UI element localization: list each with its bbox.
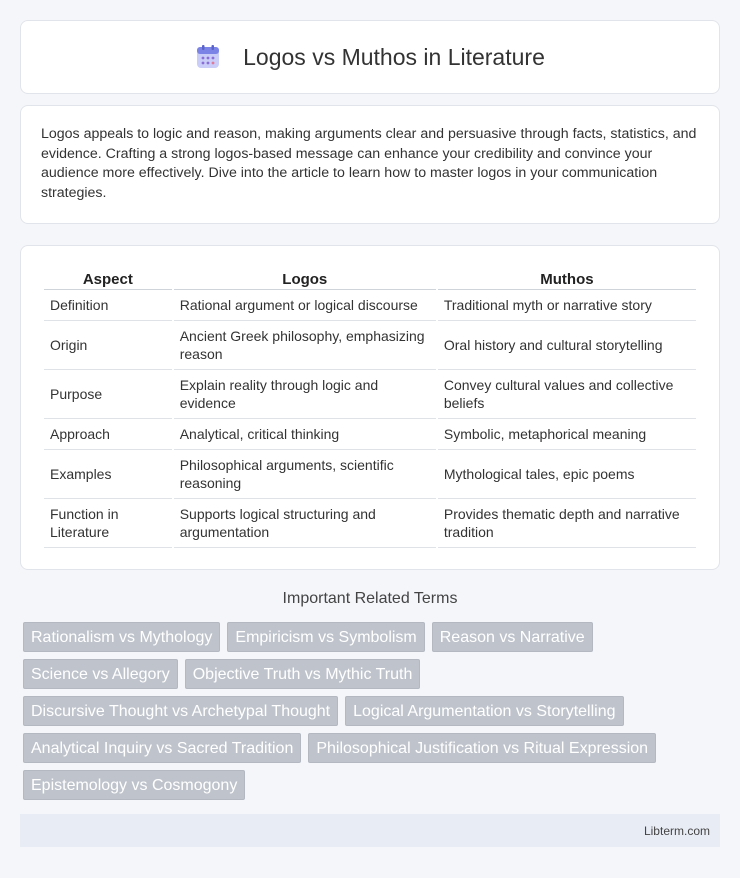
related-term-tag[interactable]: Philosophical Justification vs Ritual Expression: [308, 733, 656, 763]
cell-aspect: Approach: [44, 419, 172, 450]
cell-logos: Ancient Greek philosophy, emphasizing reason: [174, 321, 436, 370]
table-row: [44, 290, 696, 321]
table-row: [44, 419, 696, 450]
cell-logos: Philosophical arguments, scientific reasoning: [174, 450, 436, 499]
comparison-table-card: [20, 245, 720, 570]
cell-muthos: Traditional myth or narrative story: [438, 290, 696, 321]
related-terms-list: [23, 622, 723, 800]
table-row: [44, 370, 696, 419]
intro-text: Logos appeals to logic and reason, making arguments clear and persuasive through facts, statistics, and evidence. Crafting a strong logos-based message can enhance your credibility and convince your audience more effectively. Dive into the article to learn how to master logos in your communication strategies.: [41, 126, 697, 201]
table-header-row: [44, 268, 696, 290]
intro-card: [20, 105, 720, 224]
cell-muthos: Mythological tales, epic poems: [438, 450, 696, 499]
related-term-tag[interactable]: Epistemology vs Cosmogony: [23, 770, 245, 800]
footer-brand-link[interactable]: Libterm.com: [643, 823, 710, 838]
related-term-tag[interactable]: Discursive Thought vs Archetypal Thought: [23, 696, 338, 726]
table-row: [44, 499, 696, 548]
cell-logos: Supports logical structuring and argumentation: [174, 499, 436, 548]
related-term-tag[interactable]: Reason vs Narrative: [432, 622, 593, 652]
comparison-table: [42, 268, 698, 548]
cell-aspect: Origin: [44, 321, 172, 370]
cell-aspect: Function in Literature: [44, 499, 172, 548]
cell-muthos: Symbolic, metaphorical meaning: [438, 419, 696, 450]
related-term-tag[interactable]: Analytical Inquiry vs Sacred Tradition: [23, 733, 301, 763]
header-aspect: Aspect: [44, 268, 172, 290]
cell-muthos: Provides thematic depth and narrative tradition: [438, 499, 696, 548]
cell-muthos: Oral history and cultural storytelling: [438, 321, 696, 370]
cell-muthos: Convey cultural values and collective beliefs: [438, 370, 696, 419]
related-term-tag[interactable]: Science vs Allegory: [23, 659, 178, 689]
related-term-tag[interactable]: Empiricism vs Symbolism: [227, 622, 424, 652]
related-terms-title: Important Related Terms: [282, 590, 458, 607]
related-term-tag[interactable]: Objective Truth vs Mythic Truth: [185, 659, 421, 689]
cell-logos: Rational argument or logical discourse: [174, 290, 436, 321]
calendar-icon: [195, 44, 221, 70]
table-row: [44, 321, 696, 370]
cell-aspect: Definition: [44, 290, 172, 321]
cell-logos: Explain reality through logic and evidence: [174, 370, 436, 419]
table-row: [44, 450, 696, 499]
related-term-tag[interactable]: Rationalism vs Mythology: [23, 622, 220, 652]
header-card: [20, 20, 720, 94]
header-muthos: Muthos: [438, 268, 696, 290]
cell-logos: Analytical, critical thinking: [174, 419, 436, 450]
cell-aspect: Examples: [44, 450, 172, 499]
footer: [20, 814, 720, 847]
header-logos: Logos: [174, 268, 436, 290]
page-title: Logos vs Muthos in Literature: [243, 43, 545, 70]
cell-aspect: Purpose: [44, 370, 172, 419]
related-term-tag[interactable]: Logical Argumentation vs Storytelling: [345, 696, 623, 726]
